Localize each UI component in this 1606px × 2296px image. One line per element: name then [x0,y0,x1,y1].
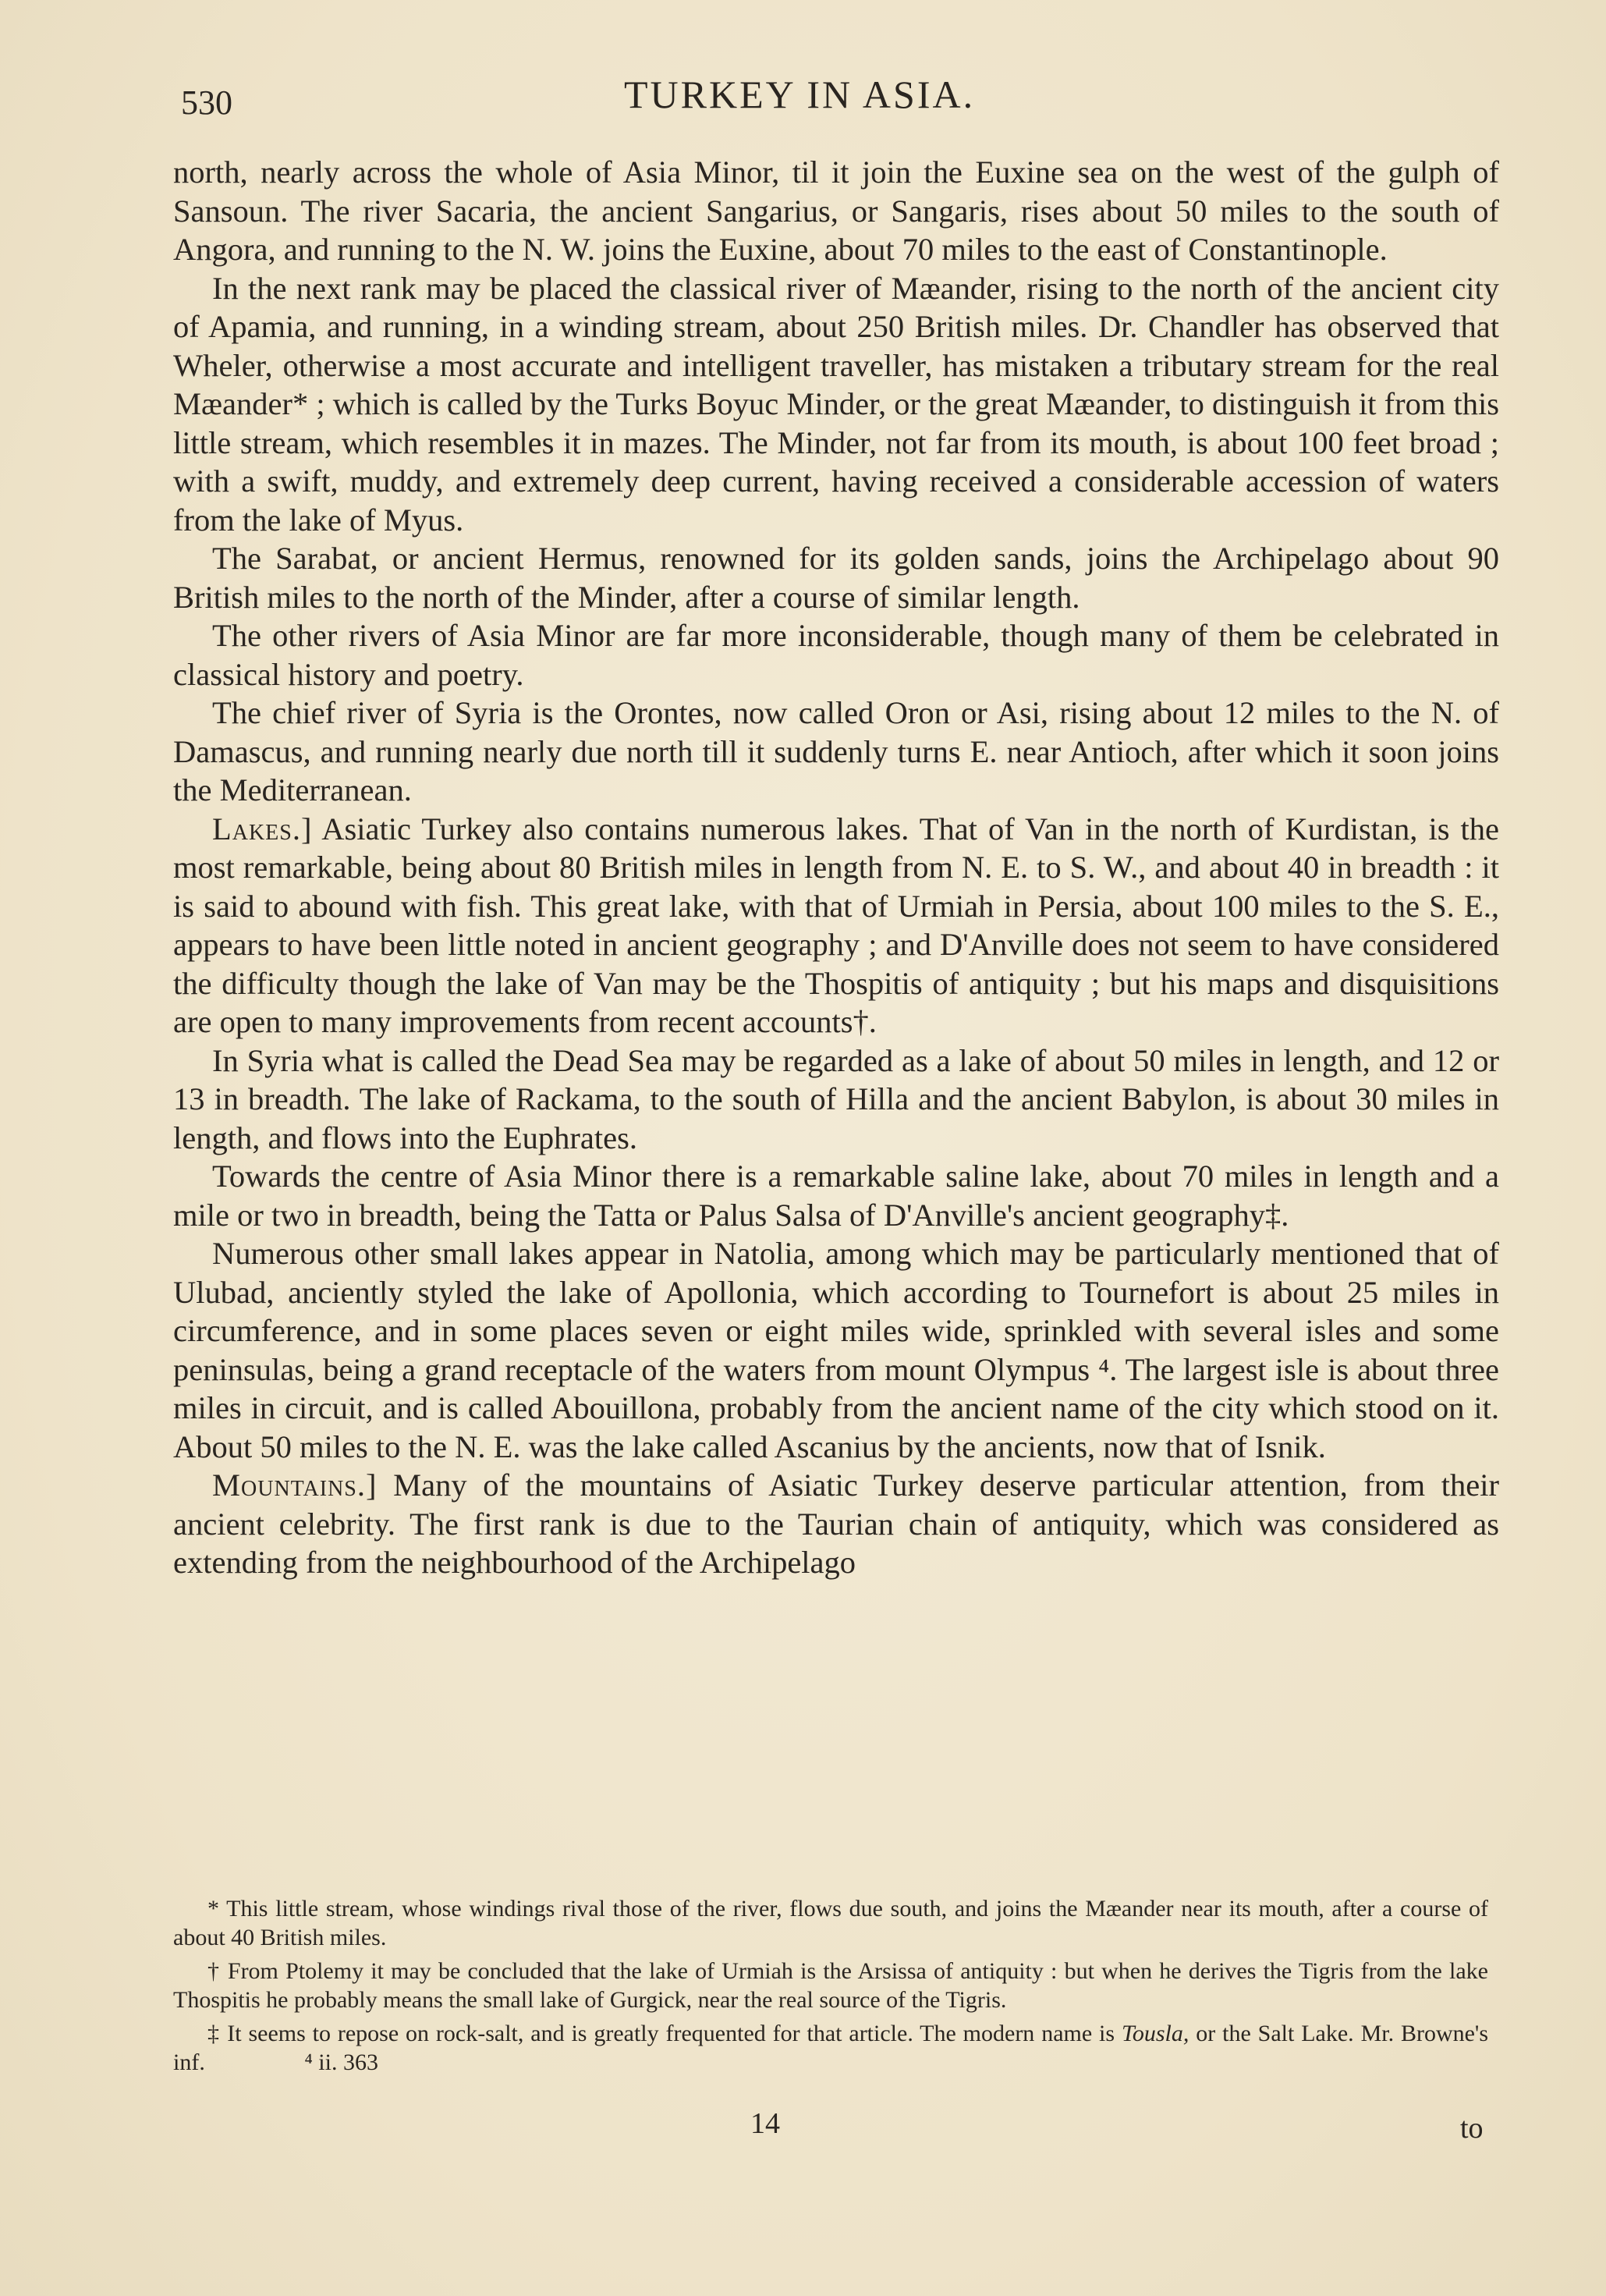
section-label-lakes: Lakes.] [212,811,313,846]
footnote-four: ⁴ ii. 363 [304,2049,378,2075]
paragraph-orontes: The chief river of Syria is the Orontes, now called Oron or Asi, rising about 12 miles to the N. of Damascus, and running nearly due north till it suddenly turns E. near Antioch, after which it soon joins the Mediterranean. [173,695,1499,807]
paragraph-lakes-text: Asiatic Turkey also contains numerous lakes. That of Van in the north of Kurdistan, is the most remarkable, being about 80 British miles in length from N. E. to S. W., and about 40 in breadth : it is said to abound with fish. This great lake, with that of Urmiah in Persia, about 100 miles to the S. E., appears to have been little noted in ancient geography ; and D'Anville does not seem to have considered the difficulty though the lake of Van may be the Thospitis of antiquity ; but his maps and disquisitions are open to many improvements from recent accounts†. [173,811,1499,1039]
footnote-double-dagger-text: ‡ It seems to repose on rock-salt, and is greatly frequented for that article. The modern name is [207,2021,1115,2046]
footnote-dagger: † From Ptolemy it may be concluded that the lake of Urmiah is the Arsissa of antiquity : but when he derives the Tigris from the lake Thospitis he probably means the small lake of Gurgick, near the real source of the Tigris. [173,1958,1488,2013]
paragraph-sarabat: The Sarabat, or ancient Hermus, renowned for its golden sands, joins the Archipelago about 90 British miles to the north of the Minder, after a course of similar length. [173,541,1499,615]
body-text [173,153,1499,1582]
catchword: to [1460,2112,1484,2145]
page-number: 530 [181,83,232,122]
paragraph-lakes [173,810,1499,1042]
paragraph-other-rivers: The other rivers of Asia Minor are far more inconsiderable, though many of them be celebrated in classical history and poetry. [173,618,1499,692]
footnote-italic-name: Tousla, [1121,2021,1189,2046]
footnote-double-dagger-source: or the Salt Lake. Mr. Browne's inf. [173,2021,1489,2075]
paragraph-maeander: In the next rank may be placed the classical river of Mæander, rising to the north of the ancient city of Apamia, and running, in a winding stream, about 250 British miles. Dr. Chandler has observed that Wheler, otherwise a most accurate and intelligent traveller, has mistaken a tributary stream for the real Mæander* ; which is called by the Turks Boyuc Minder, or the great Mæander, to distinguish it from this little stream, which resembles it in mazes. The Minder, not far from its mouth, is about 100 feet broad ; with a swift, muddy, and extremely deep current, having received a considerable accession of waters from the lake of Myus. [173,270,1499,538]
footnote-double-dagger [173,2019,1488,2077]
running-title: TURKEY IN ASIA. [624,73,976,116]
paragraph-mountains [173,1466,1499,1582]
paragraph-dead-sea: In Syria what is called the Dead Sea may be regarded as a lake of about 50 miles in length, and 12 or 13 in breadth. The lake of Rackama, to the south of Hilla and the ancient Babylon, is about 30 miles in length, and flows into the Euphrates. [173,1042,1499,1155]
page-footer [0,2106,1606,2153]
section-label-mountains: Mountains.] [212,1467,378,1503]
footnotes [173,1894,1488,2081]
paragraph-rivers-continued: north, nearly across the whole of Asia Minor, til it join the Euxine sea on the west of the gulph of Sansoun. The river Sacaria, the ancient Sangarius, or Sangaris, rises about 50 miles to the south of Angora, and running to the N. W. joins the Euxine, about 70 miles to the east of Constantinople. [173,154,1499,267]
page-header [0,69,1606,123]
signature-mark: 14 [750,2107,780,2140]
paragraph-saline-lake: Towards the centre of Asia Minor there is a remarkable saline lake, about 70 miles in length and a mile or two in breadth, being the Tatta or Palus Salsa of D'Anville's ancient geography‡. [173,1159,1499,1233]
paragraph-mountains-text: Many of the mountains of Asiatic Turkey deserve particular attention, from their ancient celebrity. The first rank is due to the Taurian chain of antiquity, which was considered as extending from the neighbourhood of the Archipelago [173,1467,1499,1580]
footnote-asterisk: * This little stream, whose windings rival those of the river, flows due south, and joins the Mæander near its mouth, after a course of about 40 British miles. [173,1896,1488,1950]
paragraph-natolia-lakes: Numerous other small lakes appear in Natolia, among which may be particularly mentioned that of Ulubad, anciently styled the lake of Apollonia, which according to Tournefort is about 25 miles in circumference, and in some places seven or eight miles wide, sprinkled with several isles and some peninsulas, being a grand receptacle of the waters from mount Olympus ⁴. The largest isle is about three miles in circuit, and is called Abouillona, probably from the ancient name of the city which stood on it. About 50 miles to the N. E. was the lake called Ascanius by the ancients, now that of Isnik. [173,1236,1499,1464]
